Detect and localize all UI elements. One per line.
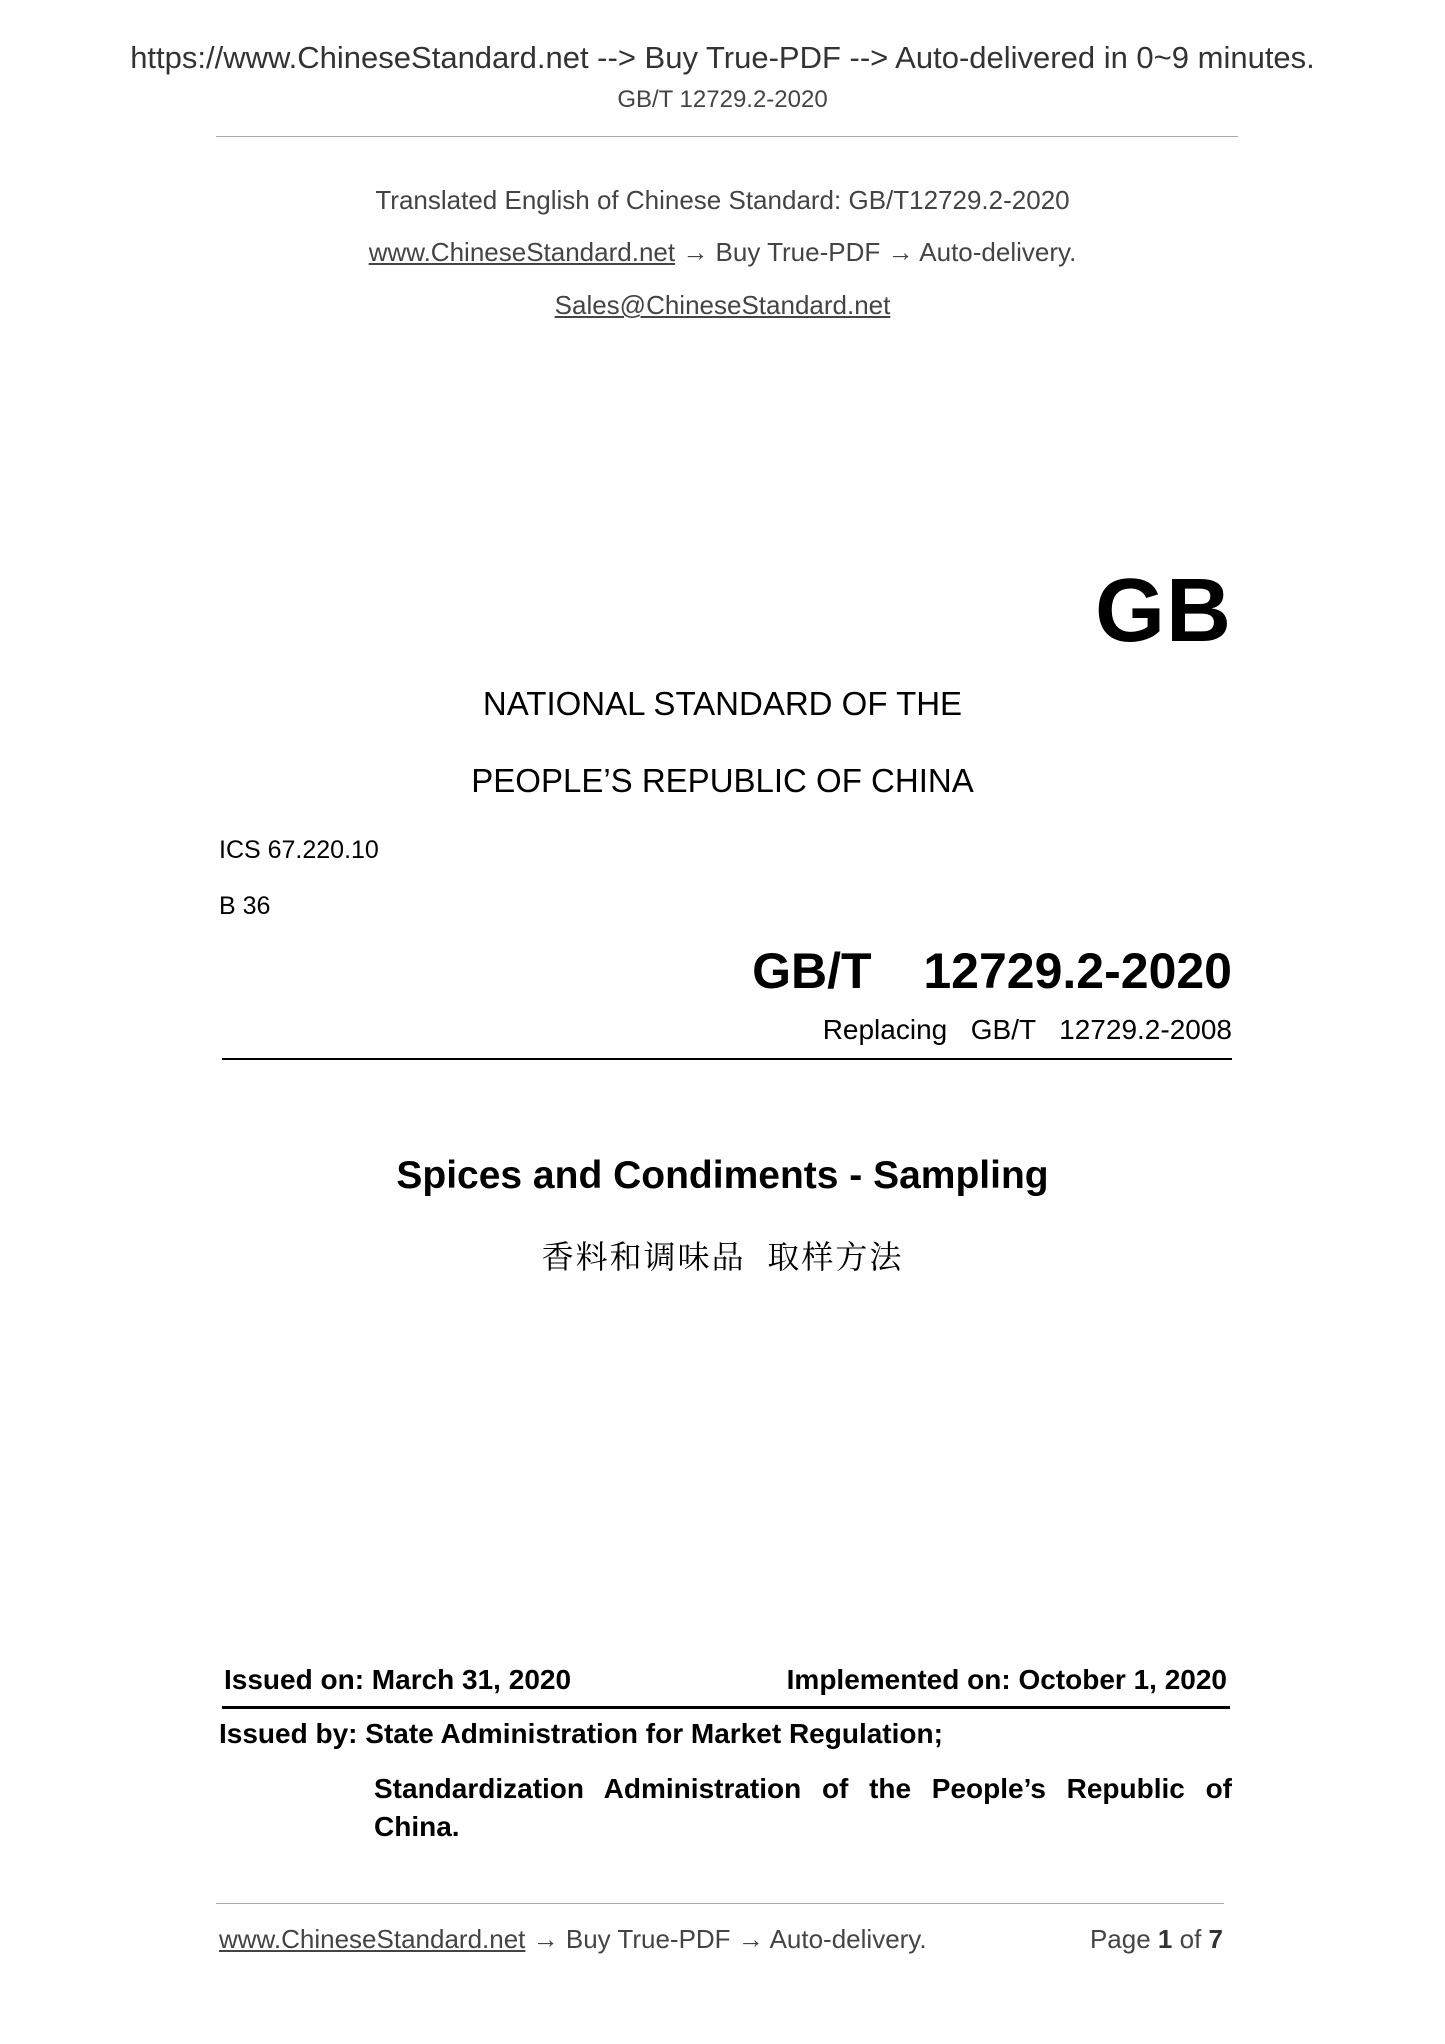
- page-total: 7: [1208, 1924, 1223, 1954]
- translation-site-line: [0, 237, 1445, 268]
- site-link[interactable]: www.ChineseStandard.net: [368, 237, 676, 267]
- footer-site-line: [219, 1924, 927, 1955]
- site-suffix: → Buy True-PDF → Auto-delivery.: [675, 237, 1077, 267]
- email-line: [0, 290, 1445, 321]
- translation-note: Translated English of Chinese Standard: GB/T12729.2-2020: [375, 185, 1070, 215]
- date-divider: [222, 1706, 1230, 1709]
- footer-site-link[interactable]: www.ChineseStandard.net: [219, 1924, 526, 1954]
- issued-by: Issued by: State Administration for Market Regulation;: [219, 1718, 943, 1749]
- header-standard-code: GB/T 12729.2-2020: [617, 86, 828, 113]
- footer-site-suffix: → Buy True-PDF → Auto-delivery.: [525, 1924, 927, 1954]
- ics-code: ICS 67.220.10: [219, 836, 379, 864]
- page-label: Page: [1089, 1924, 1151, 1954]
- document-title-chinese: 香料和调味品 取样方法: [541, 1239, 904, 1275]
- email-link[interactable]: Sales@ChineseStandard.net: [554, 290, 891, 320]
- issued-on: Issued on: March 31, 2020: [224, 1664, 572, 1695]
- national-standard-line2: PEOPLE’S REPUBLIC OF CHINA: [471, 762, 974, 799]
- header-divider: [216, 136, 1238, 137]
- document-title: Spices and Condiments - Sampling: [396, 1154, 1049, 1197]
- implemented-on: Implemented on: October 1, 2020: [786, 1664, 1227, 1695]
- gb-mark: GB: [1095, 561, 1232, 661]
- page-of: of: [1179, 1924, 1202, 1954]
- national-standard-line1: NATIONAL STANDARD OF THE: [482, 685, 963, 722]
- top-banner: https://www.ChineseStandard.net --> Buy True-PDF --> Auto-delivered in 0~9 minutes.: [130, 40, 1315, 75]
- title-divider: [222, 1058, 1232, 1060]
- page-current: 1: [1157, 1924, 1173, 1954]
- replacing-note: Replacing GB/T 12729.2-2008: [822, 1014, 1232, 1045]
- ccs-code: B 36: [219, 892, 271, 920]
- page-indicator: [1090, 1924, 1223, 1955]
- issued-by-second: Standardization Administration of the People’s Republic of China.: [374, 1773, 1232, 1842]
- standard-number: GB/T 12729.2-2020: [752, 943, 1232, 999]
- footer-divider: [216, 1903, 1224, 1904]
